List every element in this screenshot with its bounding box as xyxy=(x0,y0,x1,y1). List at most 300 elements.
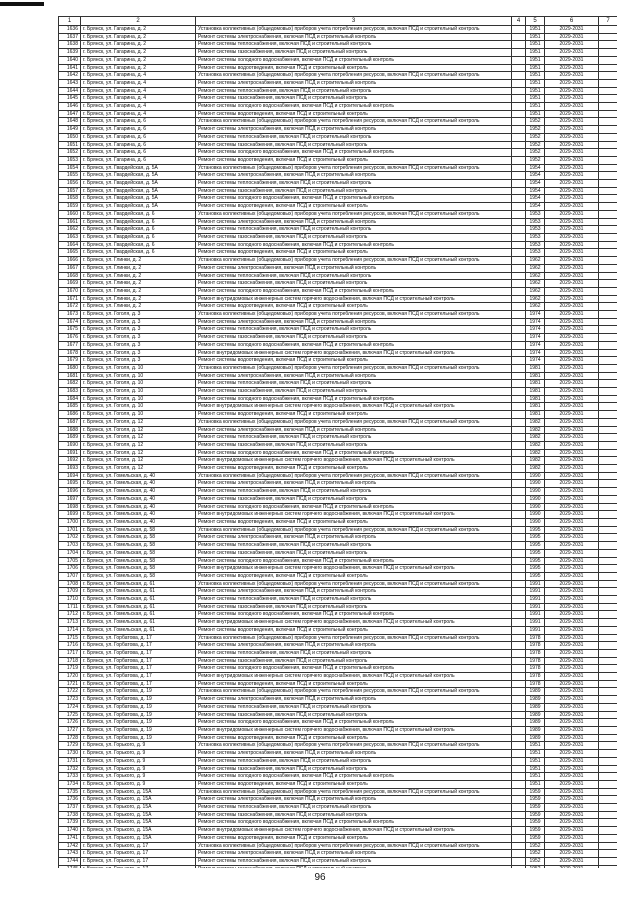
year-cell: 1990 xyxy=(526,480,545,488)
work-type-cell: Ремонт системы теплоснабжения, включая ПСД и строительный контроль xyxy=(196,272,512,280)
table-row xyxy=(59,542,618,550)
empty-cell xyxy=(512,780,526,788)
empty-cell xyxy=(599,665,618,673)
period-cell: 2029-2031 xyxy=(545,534,599,542)
address-cell: г. Брянск, ул. Горбатова, д. 19 xyxy=(81,703,196,711)
empty-cell xyxy=(512,634,526,642)
empty-cell xyxy=(512,488,526,496)
year-cell: 1951 xyxy=(526,773,545,781)
work-type-cell: Ремонт системы теплоснабжения, включая ПСД и строительный контроль xyxy=(196,596,512,604)
work-type-cell: Ремонт системы холодного водоснабжения, включая ПСД и строительный контроль xyxy=(196,773,512,781)
work-type-cell: Ремонт внутридомовых инженерных систем горячего водоснабжения, включая ПСД и строительный контроль xyxy=(196,349,512,357)
address-cell: г. Брянск, ул. Гоголя, д. 10 xyxy=(81,372,196,380)
address-cell: г. Брянск, ул. Гагарина, д. 2 xyxy=(81,26,196,34)
address-cell: г. Брянск, ул. Гоголя, д. 3 xyxy=(81,349,196,357)
work-type-cell: Ремонт системы электроснабжения, включая ПСД и строительный контроль xyxy=(196,218,512,226)
empty-cell xyxy=(599,773,618,781)
address-cell: г. Брянск, ул. Гоголя, д. 3 xyxy=(81,341,196,349)
row-number-cell: 1697 xyxy=(59,495,81,503)
empty-cell xyxy=(512,41,526,49)
period-cell: 2029-2031 xyxy=(545,503,599,511)
work-type-cell: Ремонт системы холодного водоснабжения, включая ПСД и строительный контроль xyxy=(196,819,512,827)
table-row xyxy=(59,110,618,118)
address-cell: г. Брянск, ул. Горбатова, д. 19 xyxy=(81,696,196,704)
work-type-cell: Ремонт системы газоснабжения, включая ПСД и строительный контроль xyxy=(196,233,512,241)
table-row xyxy=(59,280,618,288)
year-cell: 1990 xyxy=(526,472,545,480)
row-number-cell: 1677 xyxy=(59,341,81,349)
empty-cell xyxy=(599,149,618,157)
row-number-cell: 1689 xyxy=(59,434,81,442)
row-number-cell: 1708 xyxy=(59,580,81,588)
address-cell: г. Брянск, ул. Гоголя, д. 10 xyxy=(81,388,196,396)
empty-cell xyxy=(512,511,526,519)
empty-cell xyxy=(512,673,526,681)
row-number-cell: 1681 xyxy=(59,372,81,380)
period-cell: 2029-2031 xyxy=(545,303,599,311)
period-cell: 2029-2031 xyxy=(545,203,599,211)
work-type-cell: Ремонт системы электроснабжения, включая ПСД и строительный контроль xyxy=(196,172,512,180)
empty-cell xyxy=(512,857,526,865)
work-type-cell: Ремонт системы электроснабжения, включая ПСД и строительный контроль xyxy=(196,750,512,758)
work-type-cell: Ремонт системы холодного водоснабжения, включая ПСД и строительный контроль xyxy=(196,557,512,565)
address-cell: г. Брянск, ул. Гомельская, д. 61 xyxy=(81,603,196,611)
work-type-cell: Установка коллективных (общедомовых) приборов учета потребления ресурсов, включая ПСД и строительный контроль xyxy=(196,580,512,588)
table-row xyxy=(59,865,618,868)
address-cell: г. Брянск, ул. Гомельская, д. 40 xyxy=(81,488,196,496)
address-cell: г. Брянск, ул. Горбатова, д. 19 xyxy=(81,734,196,742)
year-cell: 1951 xyxy=(526,79,545,87)
period-cell: 2029-2031 xyxy=(545,364,599,372)
table-row xyxy=(59,372,618,380)
empty-cell xyxy=(512,241,526,249)
row-number-cell: 1679 xyxy=(59,357,81,365)
year-cell: 1952 xyxy=(526,850,545,858)
year-cell: 1952 xyxy=(526,126,545,134)
period-cell: 2029-2031 xyxy=(545,657,599,665)
address-cell: г. Брянск, ул. Горбатова, д. 19 xyxy=(81,726,196,734)
table-row xyxy=(59,403,618,411)
work-type-cell: Ремонт системы теплоснабжения, включая ПСД и строительный контроль xyxy=(196,757,512,765)
row-number-cell: 1642 xyxy=(59,72,81,80)
address-cell: г. Брянск, ул. Гомельская, д. 40 xyxy=(81,480,196,488)
header-cell: 4 xyxy=(512,17,526,26)
period-cell: 2029-2031 xyxy=(545,580,599,588)
work-type-cell: Ремонт внутридомовых инженерных систем горячего водоснабжения, включая ПСД и строительный контроль xyxy=(196,619,512,627)
address-cell: г. Брянск, ул. Гагарина, д. 6 xyxy=(81,149,196,157)
row-number-cell: 1647 xyxy=(59,110,81,118)
address-cell: г. Брянск, ул. Гомельская, д. 61 xyxy=(81,619,196,627)
empty-cell xyxy=(512,580,526,588)
address-cell: г. Брянск, ул. Гагарина, д. 2 xyxy=(81,49,196,57)
empty-cell xyxy=(599,503,618,511)
period-cell: 2029-2031 xyxy=(545,380,599,388)
empty-cell xyxy=(512,811,526,819)
empty-cell xyxy=(599,280,618,288)
table-row xyxy=(59,272,618,280)
empty-cell xyxy=(512,842,526,850)
empty-cell xyxy=(599,133,618,141)
year-cell: 1981 xyxy=(526,372,545,380)
table-row xyxy=(59,657,618,665)
row-number-cell: 1669 xyxy=(59,280,81,288)
row-number-cell: 1645 xyxy=(59,95,81,103)
year-cell: 1982 xyxy=(526,465,545,473)
year-cell: 1954 xyxy=(526,195,545,203)
table-row xyxy=(59,49,618,57)
empty-cell xyxy=(599,696,618,704)
empty-cell xyxy=(599,79,618,87)
empty-cell xyxy=(599,657,618,665)
work-type-cell: Установка коллективных (общедомовых) приборов учета потребления ресурсов, включая ПСД и строительный контроль xyxy=(196,742,512,750)
address-cell: г. Брянск, ул. Гоголя, д. 3 xyxy=(81,334,196,342)
period-cell: 2029-2031 xyxy=(545,388,599,396)
row-number-cell: 1709 xyxy=(59,588,81,596)
work-type-cell: Ремонт системы водоотведения, включая ПСД и строительный контроль xyxy=(196,626,512,634)
year-cell: 1951 xyxy=(526,110,545,118)
year-cell: 1954 xyxy=(526,203,545,211)
row-number-cell: 1687 xyxy=(59,418,81,426)
period-cell: 2029-2031 xyxy=(545,26,599,34)
address-cell: г. Брянск, ул. Гоголя, д. 12 xyxy=(81,449,196,457)
work-type-cell xyxy=(196,865,512,868)
work-type-cell: Ремонт системы электроснабжения, включая ПСД и строительный контроль xyxy=(196,264,512,272)
empty-cell xyxy=(599,326,618,334)
period-cell: 2029-2031 xyxy=(545,156,599,164)
year-cell: 1995 xyxy=(526,557,545,565)
period-cell: 2029-2031 xyxy=(545,79,599,87)
work-type-cell: Ремонт системы теплоснабжения, включая ПСД и строительный контроль xyxy=(196,649,512,657)
address-cell: г. Брянск, ул. Гвардейская, д. 6 xyxy=(81,241,196,249)
table-row xyxy=(59,696,618,704)
address-cell: г. Брянск, ул. Гоголя, д. 12 xyxy=(81,465,196,473)
year-cell: 1962 xyxy=(526,295,545,303)
year-cell: 1951 xyxy=(526,780,545,788)
year-cell: 1978 xyxy=(526,634,545,642)
period-cell: 2029-2031 xyxy=(545,72,599,80)
address-cell: г. Брянск, ул. Горбатова, д. 19 xyxy=(81,719,196,727)
year-cell: 1951 xyxy=(526,26,545,34)
empty-cell xyxy=(512,233,526,241)
empty-cell xyxy=(599,249,618,257)
row-number-cell: 1720 xyxy=(59,673,81,681)
table-row xyxy=(59,87,618,95)
year-cell: 1954 xyxy=(526,172,545,180)
period-cell: 2029-2031 xyxy=(545,195,599,203)
year-cell: 1952 xyxy=(526,141,545,149)
table-row xyxy=(59,156,618,164)
row-number-cell: 1694 xyxy=(59,472,81,480)
row-number-cell: 1657 xyxy=(59,187,81,195)
table-row xyxy=(59,303,618,311)
year-cell: 1962 xyxy=(526,272,545,280)
empty-cell xyxy=(599,388,618,396)
year-cell: 1981 xyxy=(526,395,545,403)
empty-cell xyxy=(599,203,618,211)
row-number-cell: 1732 xyxy=(59,765,81,773)
address-cell: г. Брянск, ул. Горького, д. 15А xyxy=(81,819,196,827)
table-row xyxy=(59,765,618,773)
address-cell: г. Брянск, ул. Горбатова, д. 17 xyxy=(81,680,196,688)
empty-cell xyxy=(512,688,526,696)
row-number-cell: 1692 xyxy=(59,457,81,465)
empty-cell xyxy=(599,110,618,118)
row-number-cell: 1716 xyxy=(59,642,81,650)
empty-cell xyxy=(599,588,618,596)
table-row xyxy=(59,64,618,72)
year-cell: 1991 xyxy=(526,619,545,627)
row-number-cell: 1659 xyxy=(59,203,81,211)
period-cell: 2029-2031 xyxy=(545,326,599,334)
table-row xyxy=(59,295,618,303)
period-cell: 2029-2031 xyxy=(545,341,599,349)
address-cell: г. Брянск, ул. Гвардейская, д. 5А xyxy=(81,164,196,172)
empty-cell xyxy=(599,626,618,634)
empty-cell xyxy=(512,804,526,812)
empty-cell xyxy=(599,688,618,696)
year-cell: 1951 xyxy=(526,72,545,80)
work-type-cell: Ремонт внутридомовых инженерных систем горячего водоснабжения, включая ПСД и строительный контроль xyxy=(196,295,512,303)
empty-cell xyxy=(599,380,618,388)
empty-cell xyxy=(512,341,526,349)
table-row xyxy=(59,334,618,342)
row-number-cell: 1721 xyxy=(59,680,81,688)
header-cell: 5 xyxy=(526,17,545,26)
year-cell: 1989 xyxy=(526,688,545,696)
empty-cell xyxy=(512,110,526,118)
row-number-cell: 1648 xyxy=(59,118,81,126)
empty-cell xyxy=(599,33,618,41)
address-cell: г. Брянск, ул. Горбатова, д. 17 xyxy=(81,657,196,665)
work-type-cell: Ремонт системы теплоснабжения, включая ПСД и строительный контроль xyxy=(196,180,512,188)
row-number-cell: 1707 xyxy=(59,572,81,580)
table-row xyxy=(59,264,618,272)
address-cell: г. Брянск, ул. Горького, д. 9 xyxy=(81,742,196,750)
empty-cell xyxy=(599,41,618,49)
table-row xyxy=(59,811,618,819)
year-cell: 1995 xyxy=(526,549,545,557)
year-cell: 1951 xyxy=(526,56,545,64)
empty-cell xyxy=(512,719,526,727)
row-number-cell: 1636 xyxy=(59,26,81,34)
work-type-cell: Ремонт системы газоснабжения, включая ПСД и строительный контроль xyxy=(196,141,512,149)
empty-cell xyxy=(599,311,618,319)
row-number-cell: 1658 xyxy=(59,195,81,203)
period-cell: 2029-2031 xyxy=(545,418,599,426)
work-type-cell: Ремонт системы водоотведения, включая ПСД и строительный контроль xyxy=(196,734,512,742)
row-number-cell: 1736 xyxy=(59,796,81,804)
row-number-cell: 1652 xyxy=(59,149,81,157)
period-cell: 2029-2031 xyxy=(545,673,599,681)
year-cell: 1974 xyxy=(526,341,545,349)
period-cell: 2029-2031 xyxy=(545,411,599,419)
address-cell: г. Брянск, ул. Гомельская, д. 40 xyxy=(81,472,196,480)
period-cell: 2029-2031 xyxy=(545,287,599,295)
table-row xyxy=(59,634,618,642)
empty-cell xyxy=(512,372,526,380)
table-row xyxy=(59,465,618,473)
work-type-cell: Установка коллективных (общедомовых) приборов учета потребления ресурсов, включая ПСД и строительный контроль xyxy=(196,164,512,172)
period-cell: 2029-2031 xyxy=(545,804,599,812)
table-row xyxy=(59,472,618,480)
address-cell: г. Брянск, ул. Гвардейская, д. 5А xyxy=(81,187,196,195)
table-row xyxy=(59,611,618,619)
empty-cell xyxy=(599,418,618,426)
row-number-cell: 1698 xyxy=(59,503,81,511)
address-cell: г. Брянск, ул. Гоголя, д. 12 xyxy=(81,441,196,449)
empty-cell xyxy=(512,326,526,334)
period-cell: 2029-2031 xyxy=(545,750,599,758)
work-type-cell: Ремонт системы электроснабжения, включая ПСД и строительный контроль xyxy=(196,534,512,542)
work-type-cell: Установка коллективных (общедомовых) приборов учета потребления ресурсов, включая ПСД и строительный контроль xyxy=(196,26,512,34)
period-cell: 2029-2031 xyxy=(545,842,599,850)
empty-cell xyxy=(599,634,618,642)
work-type-cell: Ремонт внутридомовых инженерных систем горячего водоснабжения, включая ПСД и строительный контроль xyxy=(196,565,512,573)
year-cell: 1991 xyxy=(526,611,545,619)
work-type-cell: Ремонт системы холодного водоснабжения, включая ПСД и строительный контроль xyxy=(196,195,512,203)
row-number-cell: 1656 xyxy=(59,180,81,188)
row-number-cell: 1741 xyxy=(59,834,81,842)
year-cell: 1981 xyxy=(526,380,545,388)
work-type-cell: Ремонт системы газоснабжения, включая ПСД и строительный контроль xyxy=(196,95,512,103)
empty-cell xyxy=(512,141,526,149)
address-cell: г. Брянск, ул. Гомельская, д. 58 xyxy=(81,542,196,550)
empty-cell xyxy=(599,334,618,342)
address-cell: г. Брянск, ул. Горького, д. 9 xyxy=(81,757,196,765)
row-number-cell: 1639 xyxy=(59,49,81,57)
empty-cell xyxy=(512,156,526,164)
empty-cell xyxy=(599,534,618,542)
period-cell: 2029-2031 xyxy=(545,472,599,480)
empty-cell xyxy=(599,565,618,573)
table-row xyxy=(59,257,618,265)
row-number-cell: 1702 xyxy=(59,534,81,542)
work-type-cell: Ремонт системы водоотведения, включая ПСД и строительный контроль xyxy=(196,834,512,842)
period-cell: 2029-2031 xyxy=(545,64,599,72)
empty-cell xyxy=(599,257,618,265)
address-cell: г. Брянск, ул. Горького, д. 9 xyxy=(81,773,196,781)
table-row xyxy=(59,580,618,588)
empty-cell xyxy=(599,303,618,311)
address-cell: г. Брянск, ул. Гомельская, д. 40 xyxy=(81,511,196,519)
year-cell xyxy=(526,865,545,868)
table-row xyxy=(59,857,618,865)
address-cell: г. Брянск, ул. Гоголя, д. 3 xyxy=(81,318,196,326)
period-cell: 2029-2031 xyxy=(545,703,599,711)
empty-cell xyxy=(512,557,526,565)
empty-cell xyxy=(599,495,618,503)
work-type-cell: Установка коллективных (общедомовых) приборов учета потребления ресурсов, включая ПСД и строительный контроль xyxy=(196,418,512,426)
empty-cell xyxy=(512,495,526,503)
year-cell: 1990 xyxy=(526,488,545,496)
work-type-cell: Ремонт системы электроснабжения, включая ПСД и строительный контроль xyxy=(196,126,512,134)
work-type-cell: Ремонт системы теплоснабжения, включая ПСД и строительный контроль xyxy=(196,857,512,865)
address-cell: г. Брянск, ул. Гоголя, д. 12 xyxy=(81,457,196,465)
empty-cell xyxy=(512,680,526,688)
period-cell: 2029-2031 xyxy=(545,164,599,172)
header-cell: 3 xyxy=(196,17,512,26)
address-cell: г. Брянск, ул. Гвардейская, д. 6 xyxy=(81,226,196,234)
period-cell: 2029-2031 xyxy=(545,734,599,742)
year-cell: 1952 xyxy=(526,156,545,164)
row-number-cell: 1722 xyxy=(59,688,81,696)
empty-cell xyxy=(512,449,526,457)
empty-cell xyxy=(599,434,618,442)
table-row xyxy=(59,503,618,511)
year-cell: 1959 xyxy=(526,819,545,827)
table-row xyxy=(59,195,618,203)
table-row xyxy=(59,626,618,634)
work-type-cell: Ремонт системы газоснабжения, включая ПСД и строительный контроль xyxy=(196,495,512,503)
empty-cell xyxy=(599,673,618,681)
empty-cell xyxy=(512,565,526,573)
empty-cell xyxy=(512,711,526,719)
empty-cell xyxy=(512,272,526,280)
period-cell: 2029-2031 xyxy=(545,519,599,527)
work-type-cell: Ремонт системы теплоснабжения, включая ПСД и строительный контроль xyxy=(196,326,512,334)
row-number-cell: 1654 xyxy=(59,164,81,172)
year-cell: 1953 xyxy=(526,249,545,257)
work-type-cell: Ремонт системы газоснабжения, включая ПСД и строительный контроль xyxy=(196,657,512,665)
year-cell: 1995 xyxy=(526,542,545,550)
year-cell: 1959 xyxy=(526,796,545,804)
year-cell: 1951 xyxy=(526,64,545,72)
period-cell: 2029-2031 xyxy=(545,103,599,111)
year-cell: 1982 xyxy=(526,434,545,442)
table-row xyxy=(59,441,618,449)
work-type-cell: Ремонт системы электроснабжения, включая ПСД и строительный контроль xyxy=(196,33,512,41)
address-cell: г. Брянск, ул. Гвардейская, д. 6 xyxy=(81,218,196,226)
table-row xyxy=(59,649,618,657)
table-row xyxy=(59,572,618,580)
year-cell: 1974 xyxy=(526,357,545,365)
work-type-cell: Ремонт системы электроснабжения, включая ПСД и строительный контроль xyxy=(196,642,512,650)
empty-cell xyxy=(512,626,526,634)
work-type-cell: Ремонт системы газоснабжения, включая ПСД и строительный контроль xyxy=(196,441,512,449)
table-row xyxy=(59,534,618,542)
address-cell: г. Брянск, ул. Гоголя, д. 3 xyxy=(81,326,196,334)
header-cell: 2 xyxy=(81,17,196,26)
row-number-cell: 1715 xyxy=(59,634,81,642)
empty-cell xyxy=(599,557,618,565)
empty-cell xyxy=(599,603,618,611)
row-number-cell: 1704 xyxy=(59,549,81,557)
empty-cell xyxy=(512,465,526,473)
row-number-cell: 1726 xyxy=(59,719,81,727)
empty-cell xyxy=(599,164,618,172)
work-type-cell: Ремонт системы теплоснабжения, включая ПСД и строительный контроль xyxy=(196,226,512,234)
empty-cell xyxy=(512,395,526,403)
empty-cell xyxy=(599,103,618,111)
empty-cell xyxy=(512,642,526,650)
period-cell: 2029-2031 xyxy=(545,665,599,673)
year-cell: 1991 xyxy=(526,596,545,604)
row-number-cell: 1644 xyxy=(59,87,81,95)
address-cell: г. Брянск, ул. Гоголя, д. 10 xyxy=(81,403,196,411)
year-cell: 1978 xyxy=(526,642,545,650)
table-row xyxy=(59,79,618,87)
empty-cell xyxy=(512,334,526,342)
row-number-cell: 1665 xyxy=(59,249,81,257)
table-row xyxy=(59,349,618,357)
address-cell: г. Брянск, ул. Гвардейская, д. 5А xyxy=(81,195,196,203)
year-cell: 1978 xyxy=(526,657,545,665)
empty-cell xyxy=(599,226,618,234)
empty-cell xyxy=(512,403,526,411)
period-cell: 2029-2031 xyxy=(545,796,599,804)
row-number-cell: 1670 xyxy=(59,287,81,295)
work-type-cell: Ремонт системы электроснабжения, включая ПСД и строительный контроль xyxy=(196,850,512,858)
